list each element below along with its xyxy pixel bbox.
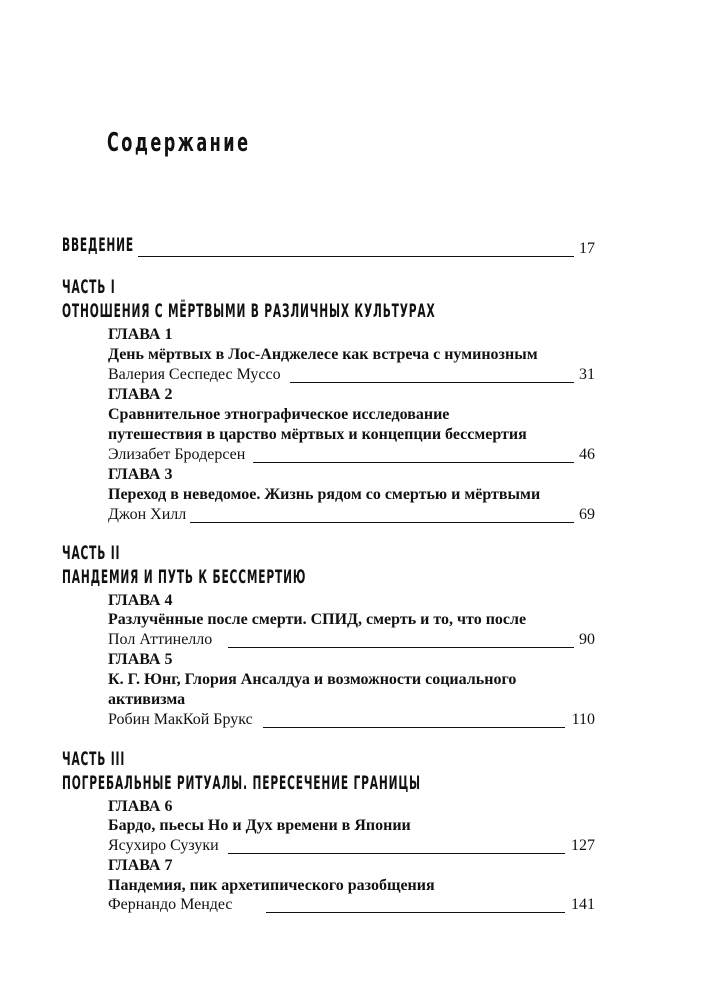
chapter-2-title-line-2[interactable]: путешествия в царство мёртвых и концепции бессмертия [108,426,527,443]
chapter-6-title[interactable]: Бардо, пьесы Но и Дух времени в Японии [108,817,411,834]
chapter-2-author: Элизабет Бродерсен [108,446,246,463]
chapter-2-title-line-1[interactable]: Сравнительное этнографическое исследование [108,406,450,423]
chapter-1-page-number: 31 [579,366,595,383]
chapter-6-leader-line [228,853,565,854]
chapter-6-page-number: 127 [571,837,595,854]
chapter-4-author: Пол Аттинелло [108,631,213,648]
part-2-number: ЧАСТЬ II [62,542,121,564]
chapter-3-label: ГЛАВА 3 [108,466,173,483]
chapter-4-page-number: 90 [579,631,595,648]
chapter-7-leader-line [266,912,565,913]
chapter-1-leader-line [290,382,574,383]
chapter-1-label: ГЛАВА 1 [108,326,173,343]
intro-leader-line [138,256,574,257]
part-3-number: ЧАСТЬ III [62,748,126,770]
part-1-title: ОТНОШЕНИЯ С МЁРТВЫМИ В РАЗЛИЧНЫХ КУЛЬТУРАХ [62,300,436,322]
chapter-5-page-number: 110 [571,711,595,728]
chapter-5-label: ГЛАВА 5 [108,651,173,668]
chapter-2-leader-line [253,462,574,463]
chapter-7-label: ГЛАВА 7 [108,857,173,874]
intro-page-number: 17 [579,240,595,257]
chapter-7-page-number: 141 [571,896,595,913]
chapter-3-page-number: 69 [579,506,595,523]
chapter-5-author: Робин МакКой Брукс [108,711,253,728]
chapter-4-title[interactable]: Разлучённые после смерти. СПИД, смерть и то, что после [108,611,527,628]
chapter-5-title-line-2[interactable]: активизма [108,691,186,708]
chapter-2-page-number: 46 [579,446,595,463]
chapter-6-author: Ясухиро Сузуки [108,837,219,854]
chapter-7-title[interactable]: Пандемия, пик архетипического разобщения [108,877,435,894]
chapter-3-author: Джон Хилл [108,506,187,523]
chapter-5-leader-line [263,727,565,728]
chapter-1-title[interactable]: День мёртвых в Лос-Анджелесе как встреча с нуминозным [108,346,538,363]
chapter-7-author: Фернандо Мендес [108,896,233,913]
chapter-3-leader-line [190,522,574,523]
chapter-4-label: ГЛАВА 4 [108,592,173,609]
chapter-5-title-line-1[interactable]: К. Г. Юнг, Глория Ансалдуа и возможности социального [108,671,517,688]
chapter-2-label: ГЛАВА 2 [108,386,173,403]
part-1-number: ЧАСТЬ I [62,276,116,298]
intro-label[interactable]: ВВЕДЕНИЕ [62,234,135,256]
chapter-1-author: Валерия Сеспедес Муссо [108,366,281,383]
part-3-title: ПОГРЕБАЛЬНЫЕ РИТУАЛЫ. ПЕРЕСЕЧЕНИЕ ГРАНИЦЫ [62,772,421,794]
page-title: Содержание [107,128,251,158]
chapter-6-label: ГЛАВА 6 [108,798,173,815]
part-2-title: ПАНДЕМИЯ И ПУТЬ К БЕССМЕРТИЮ [62,566,307,588]
chapter-4-leader-line [228,647,574,648]
chapter-3-title[interactable]: Переход в неведомое. Жизнь рядом со смертью и мёртвыми [108,486,541,503]
